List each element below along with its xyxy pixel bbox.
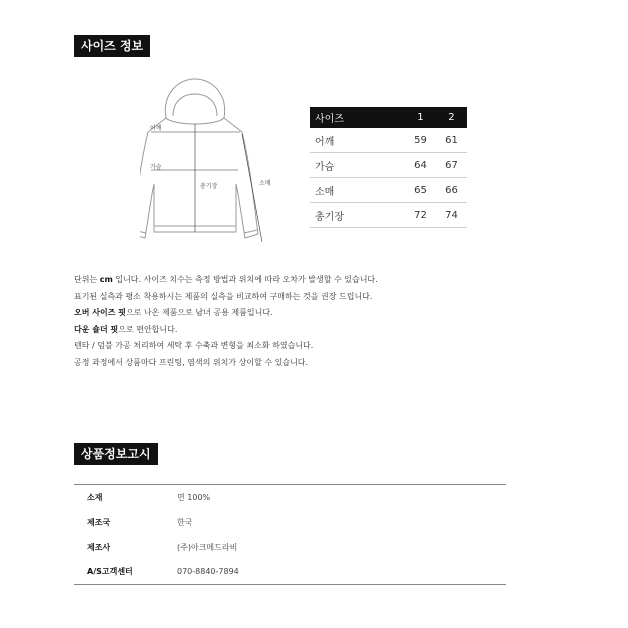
product-info-title: 상품정보고시 [74,443,158,465]
table-row [310,153,467,178]
note-line: 텐타 / 덤블 가공 처리하여 세탁 후 수축과 변형을 최소화 하였습니다. [74,341,314,351]
sleeve-label: 소매 [259,180,271,187]
table-row [74,535,506,560]
row-value: 59 [405,128,436,153]
row-label: 소매 [310,178,405,203]
info-key: 소재 [74,485,177,510]
table-row [310,178,467,203]
row-label: 총기장 [310,203,405,228]
note-line: 다운 숄더 핏으로 편안합니다. [74,324,178,334]
row-label: 가슴 [310,153,405,178]
info-key: 제조사 [87,542,111,552]
table-row [310,203,467,228]
size-notes [74,272,378,372]
chest-label: 가슴 [150,164,162,171]
note-line: 표기된 실측과 평소 착용하시는 제품의 실측을 비교하여 구매하는 것을 권장 드립니다. [74,291,373,301]
info-value: 면 100% [177,485,506,510]
row-value: 61 [436,128,467,153]
table-row [74,485,506,510]
size-header-1: 1 [405,107,436,128]
table-row [74,510,506,535]
size-header-label: 사이즈 [310,107,405,128]
length-label: 총기장 [200,183,218,190]
row-value: 67 [436,153,467,178]
info-value: (주)아크메드라비 [177,542,238,552]
row-value: 72 [405,203,436,228]
size-table [310,107,467,228]
row-value: 66 [436,178,467,203]
note-line: 오버 사이즈 핏으로 나온 제품으로 남녀 공용 제품입니다. [74,308,273,318]
row-value: 65 [405,178,436,203]
note-line: 단위는 cm 입니다. 사이즈 치수는 측정 방법과 위치에 따라 오차가 발생할 수 있습니다. [74,275,378,284]
table-row [74,560,506,585]
info-key: 제조국 [87,517,111,527]
row-label: 어깨 [310,128,405,153]
row-value: 64 [405,153,436,178]
product-info-table [74,484,506,585]
info-value: 070-8840-7894 [177,560,506,585]
info-key: A/S고객센터 [74,560,177,585]
row-value: 74 [436,203,467,228]
size-header-2: 2 [436,107,467,128]
size-info-title: 사이즈 정보 [74,35,150,57]
size-table-header [310,107,467,128]
info-value: 한국 [177,517,193,527]
table-row [310,128,467,153]
note-line: 공정 과정에서 상품마다 프린팅, 염색의 위치가 상이할 수 있습니다. [74,357,309,367]
shoulder-label: 어깨 [150,125,162,132]
